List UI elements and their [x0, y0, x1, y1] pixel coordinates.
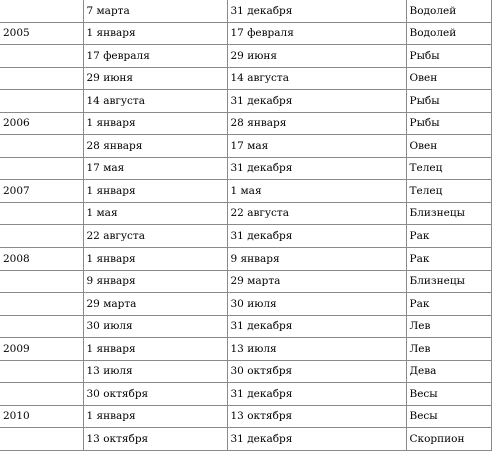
year-cell — [0, 360, 83, 383]
end-date-cell: 17 февраля — [227, 22, 406, 45]
zodiac-sign-cell: Рак — [406, 225, 491, 248]
table-row — [0, 248, 491, 271]
zodiac-sign-cell: Близнецы — [406, 202, 491, 225]
end-date-cell: 31 декабря — [227, 428, 406, 451]
zodiac-sign-cell: Скорпион — [406, 428, 491, 451]
year-cell: 2008 — [0, 248, 83, 271]
table-row — [0, 360, 491, 383]
start-date-cell: 9 января — [83, 270, 227, 293]
end-date-cell: 31 декабря — [227, 315, 406, 338]
table-row — [0, 405, 491, 428]
table-row — [0, 428, 491, 451]
table-row — [0, 67, 491, 90]
start-date-cell: 29 марта — [83, 293, 227, 316]
year-cell — [0, 383, 83, 406]
year-cell — [0, 0, 83, 22]
table-row — [0, 293, 491, 316]
table-row — [0, 90, 491, 113]
end-date-cell: 13 июля — [227, 338, 406, 361]
end-date-cell: 31 декабря — [227, 90, 406, 113]
zodiac-sign-cell: Овен — [406, 67, 491, 90]
table-row — [0, 270, 491, 293]
zodiac-sign-cell: Близнецы — [406, 270, 491, 293]
zodiac-sign-cell: Телец — [406, 180, 491, 203]
table-row — [0, 112, 491, 135]
zodiac-sign-cell: Рыбы — [406, 45, 491, 68]
start-date-cell: 30 октября — [83, 383, 227, 406]
year-cell — [0, 202, 83, 225]
table-row — [0, 315, 491, 338]
table-row — [0, 22, 491, 45]
end-date-cell: 31 декабря — [227, 225, 406, 248]
start-date-cell: 1 января — [83, 180, 227, 203]
year-cell: 2005 — [0, 22, 83, 45]
year-cell — [0, 45, 83, 68]
end-date-cell: 1 мая — [227, 180, 406, 203]
table-row — [0, 45, 491, 68]
year-cell: 2006 — [0, 112, 83, 135]
end-date-cell: 29 июня — [227, 45, 406, 68]
year-cell: 2009 — [0, 338, 83, 361]
year-cell — [0, 67, 83, 90]
table-row — [0, 0, 491, 22]
end-date-cell: 28 января — [227, 112, 406, 135]
zodiac-sign-cell: Овен — [406, 135, 491, 158]
end-date-cell: 30 октября — [227, 360, 406, 383]
end-date-cell: 9 января — [227, 248, 406, 271]
start-date-cell: 14 августа — [83, 90, 227, 113]
end-date-cell: 14 августа — [227, 67, 406, 90]
zodiac-sign-cell: Водолей — [406, 0, 491, 22]
end-date-cell: 22 августа — [227, 202, 406, 225]
end-date-cell: 17 мая — [227, 135, 406, 158]
start-date-cell: 13 октября — [83, 428, 227, 451]
start-date-cell: 1 мая — [83, 202, 227, 225]
zodiac-sign-cell: Водолей — [406, 22, 491, 45]
zodiac-sign-cell: Лев — [406, 338, 491, 361]
start-date-cell: 1 января — [83, 248, 227, 271]
year-cell — [0, 225, 83, 248]
start-date-cell: 1 января — [83, 112, 227, 135]
end-date-cell: 29 марта — [227, 270, 406, 293]
zodiac-sign-cell: Телец — [406, 157, 491, 180]
zodiac-sign-cell: Весы — [406, 405, 491, 428]
end-date-cell: 31 декабря — [227, 0, 406, 22]
table-row — [0, 135, 491, 158]
table-row — [0, 202, 491, 225]
year-cell — [0, 315, 83, 338]
end-date-cell: 13 октября — [227, 405, 406, 428]
table-row — [0, 180, 491, 203]
table-row — [0, 338, 491, 361]
year-cell — [0, 135, 83, 158]
year-cell: 2010 — [0, 405, 83, 428]
zodiac-sign-cell: Рыбы — [406, 112, 491, 135]
zodiac-sign-cell: Дева — [406, 360, 491, 383]
start-date-cell: 7 марта — [83, 0, 227, 22]
year-cell — [0, 90, 83, 113]
zodiac-sign-cell: Рак — [406, 248, 491, 271]
start-date-cell: 28 января — [83, 135, 227, 158]
table-row — [0, 157, 491, 180]
zodiac-sign-cell: Лев — [406, 315, 491, 338]
start-date-cell: 30 июля — [83, 315, 227, 338]
year-cell — [0, 157, 83, 180]
start-date-cell: 13 июля — [83, 360, 227, 383]
start-date-cell: 17 мая — [83, 157, 227, 180]
start-date-cell: 17 февраля — [83, 45, 227, 68]
year-cell — [0, 293, 83, 316]
table-row — [0, 225, 491, 248]
start-date-cell: 1 января — [83, 338, 227, 361]
start-date-cell: 22 августа — [83, 225, 227, 248]
zodiac-sign-cell: Рыбы — [406, 90, 491, 113]
year-cell — [0, 428, 83, 451]
zodiac-sign-cell: Весы — [406, 383, 491, 406]
end-date-cell: 30 июля — [227, 293, 406, 316]
end-date-cell: 31 декабря — [227, 383, 406, 406]
start-date-cell: 1 января — [83, 22, 227, 45]
year-cell — [0, 270, 83, 293]
year-cell: 2007 — [0, 180, 83, 203]
start-date-cell: 1 января — [83, 405, 227, 428]
end-date-cell: 31 декабря — [227, 157, 406, 180]
zodiac-sign-cell: Рак — [406, 293, 491, 316]
start-date-cell: 29 июня — [83, 67, 227, 90]
table-row — [0, 383, 491, 406]
